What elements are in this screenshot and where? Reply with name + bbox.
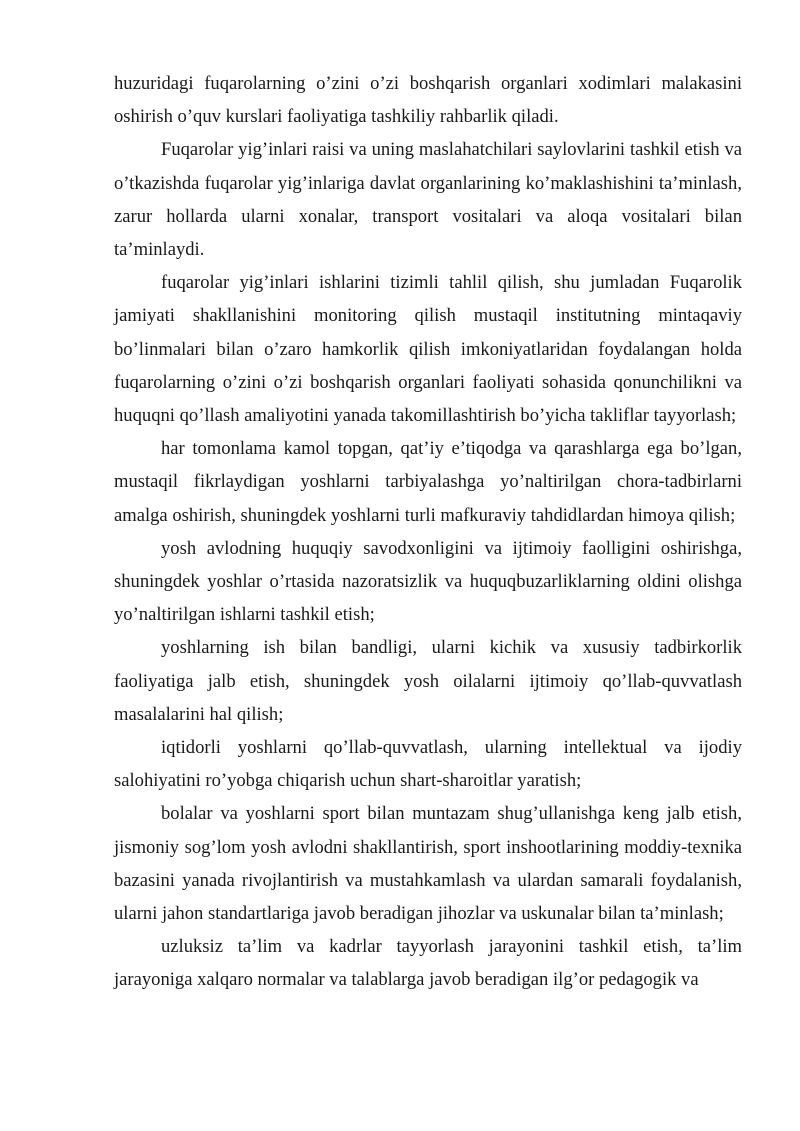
paragraph-5: yosh avlodning huquqiy savodxonligini va ijtimoiy faolligini oshirishga, shuningdek yoshlar o’rtasida nazoratsizlik va huquqbuzarliklarning oldini olishga yo’naltirilgan ishlarni tashkil etish;: [114, 537, 742, 626]
paragraph-6: yoshlarning ish bilan bandligi, ularni kichik va xususiy tadbirkorlik faoliyatiga jalb etish, shuningdek yosh oilalarni ijtimoiy qo’llab-quvvatlash masalalarini hal qilish;: [114, 637, 742, 725]
paragraph-9: uzluksiz ta’lim va kadrlar tayyorlash jarayonini tashkil etish, ta’lim jarayoniga xalqaro normalar va talablarga javob beradigan ilg’or pedagogik va: [114, 936, 742, 991]
paragraph-3: fuqarolar yig’inlari ishlarini tizimli tahlil qilish, shu jumladan Fuqarolik jamiyati shakllanishini monitoring qilish mustaqil institutning mintaqaviy bo’linmalari bilan o’zaro hamkorlik qilish imkoniyatlaridan foydalangan holda fuqarolarning o’zini o’zi boshqarish organlari faoliyati sohasida qonunchilikni va huquqni qo’llash amaliyotini yanada takomillashtirish bo’yicha takliflar tayyorlash;: [114, 272, 742, 427]
paragraph-4: har tomonlama kamol topgan, qat’iy e’tiqodga va qarashlarga ega bo’lgan, mustaqil fikrlaydigan yoshlarni tarbiyalashga yo’naltirilgan chora-tadbirlarni amalga oshirish, shuningdek yoshlarni turli mafkuraviy tahdidlardan himoya qilish;: [114, 438, 742, 526]
paragraph-1: huzuridagi fuqarolarning o’zini o’zi boshqarish organlari xodimlari malakasini oshirish o’quv kurslari faoliyatiga tashkiliy rahbarlik qiladi.: [114, 73, 742, 128]
paragraph-7: iqtidorli yoshlarni qo’llab-quvvatlash, ularning intellektual va ijodiy salohiyatini ro’yobga chiqarish uchun shart-sharoitlar yaratish;: [114, 737, 742, 792]
paragraph-8: bolalar va yoshlarni sport bilan muntazam shug’ullanishga keng jalb etish, jismoniy sog’lom yosh avlodni shakllantirish, sport inshootlarining moddiy-texnika bazasini yanada rivojlantirish va mustahkamlash va ulardan samarali foydalanish, ularni jahon standartlariga javob beradigan jihozlar va uskunalar bilan ta’minlash;: [114, 803, 742, 925]
paragraph-2: Fuqarolar yig’inlari raisi va uning maslahatchilari saylovlarini tashkil etish va o’tkazishda fuqarolar yig’inlariga davlat organlarining ko’maklashishini ta’minlash, zarur hollarda ularni xonalar, transport vositalari va aloqa vositalari bilan ta’minlaydi.: [114, 139, 742, 261]
document-page: [114, 67, 742, 997]
